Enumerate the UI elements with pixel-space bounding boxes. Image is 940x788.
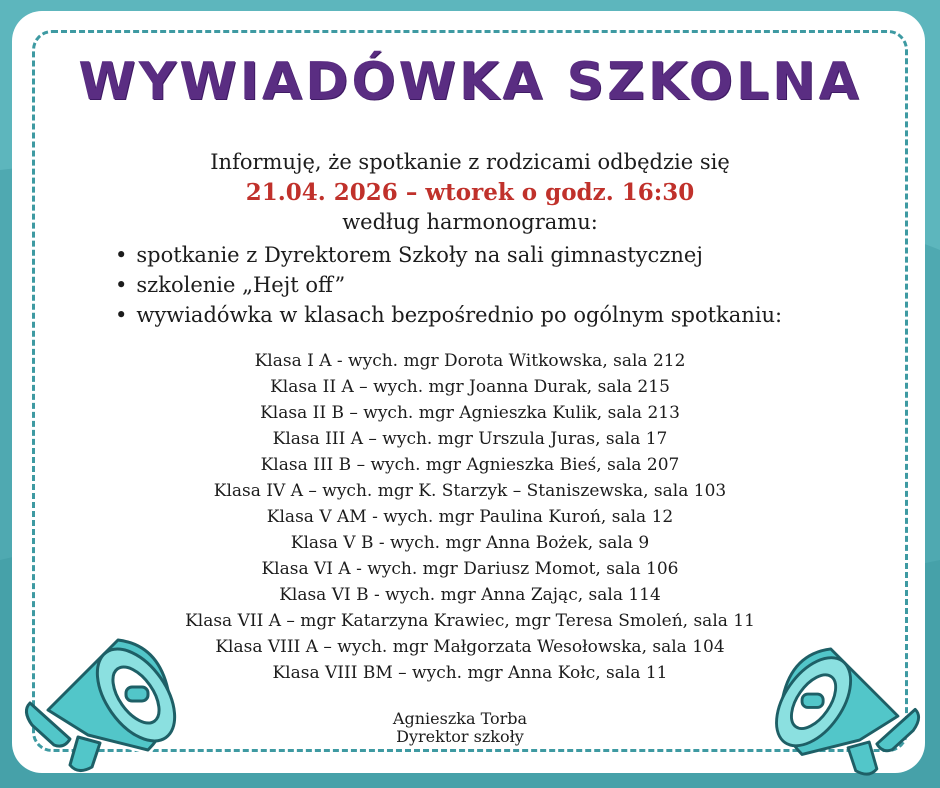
schedule-list (115, 240, 782, 330)
class-item: Klasa V B - wych. mgr Anna Bożek, sala 9 (290, 533, 650, 553)
class-item: Klasa VI A - wych. mgr Dariusz Momot, sala 106 (261, 559, 679, 579)
megaphone-icon (760, 625, 940, 788)
poster-title: WYWIADÓWKA SZKOLNA (78, 52, 862, 112)
class-item: Klasa II B – wych. mgr Agnieszka Kulik, sala 213 (260, 403, 680, 423)
class-item: Klasa VI B - wych. mgr Anna Zając, sala 114 (279, 585, 661, 605)
class-item: Klasa III A – wych. mgr Urszula Juras, sala 17 (272, 429, 668, 449)
class-item: Klasa V AM - wych. mgr Paulina Kuroń, sala 12 (266, 507, 674, 527)
schedule-item: • wywiadówka w klasach bezpośrednio po ogólnym spotkaniu: (115, 300, 782, 330)
class-item: Klasa IV A – wych. mgr K. Starzyk – Staniszewska, sala 103 (213, 481, 727, 501)
signature-name: Agnieszka Torba (392, 709, 528, 728)
class-item: Klasa II A – wych. mgr Joanna Durak, sala 215 (270, 377, 670, 397)
megaphone-icon (8, 615, 188, 785)
intro-text: Informuję, że spotkanie z rodzicami odbędzie się (210, 150, 730, 174)
signature-role: Dyrektor szkoły (396, 727, 524, 746)
class-item: Klasa VII A – mgr Katarzyna Krawiec, mgr Teresa Smoleń, sala 11 (185, 611, 755, 631)
class-item: Klasa VIII A – wych. mgr Małgorzata Wesołowska, sala 104 (215, 637, 725, 657)
class-item: Klasa I A - wych. mgr Dorota Witkowska, sala 212 (254, 351, 686, 371)
schedule-item: • spotkanie z Dyrektorem Szkoły na sali gimnastycznej (115, 240, 782, 270)
class-item: Klasa VIII BM – wych. mgr Anna Kołc, sala 11 (272, 663, 668, 683)
schedule-item: • szkolenie „Hejt off” (115, 270, 782, 300)
schedule-intro: według harmonogramu: (342, 210, 598, 234)
meeting-date: 21.04. 2026 – wtorek o godz. 16:30 (245, 179, 695, 206)
class-item: Klasa III B – wych. mgr Agnieszka Bieś, sala 207 (260, 455, 680, 475)
